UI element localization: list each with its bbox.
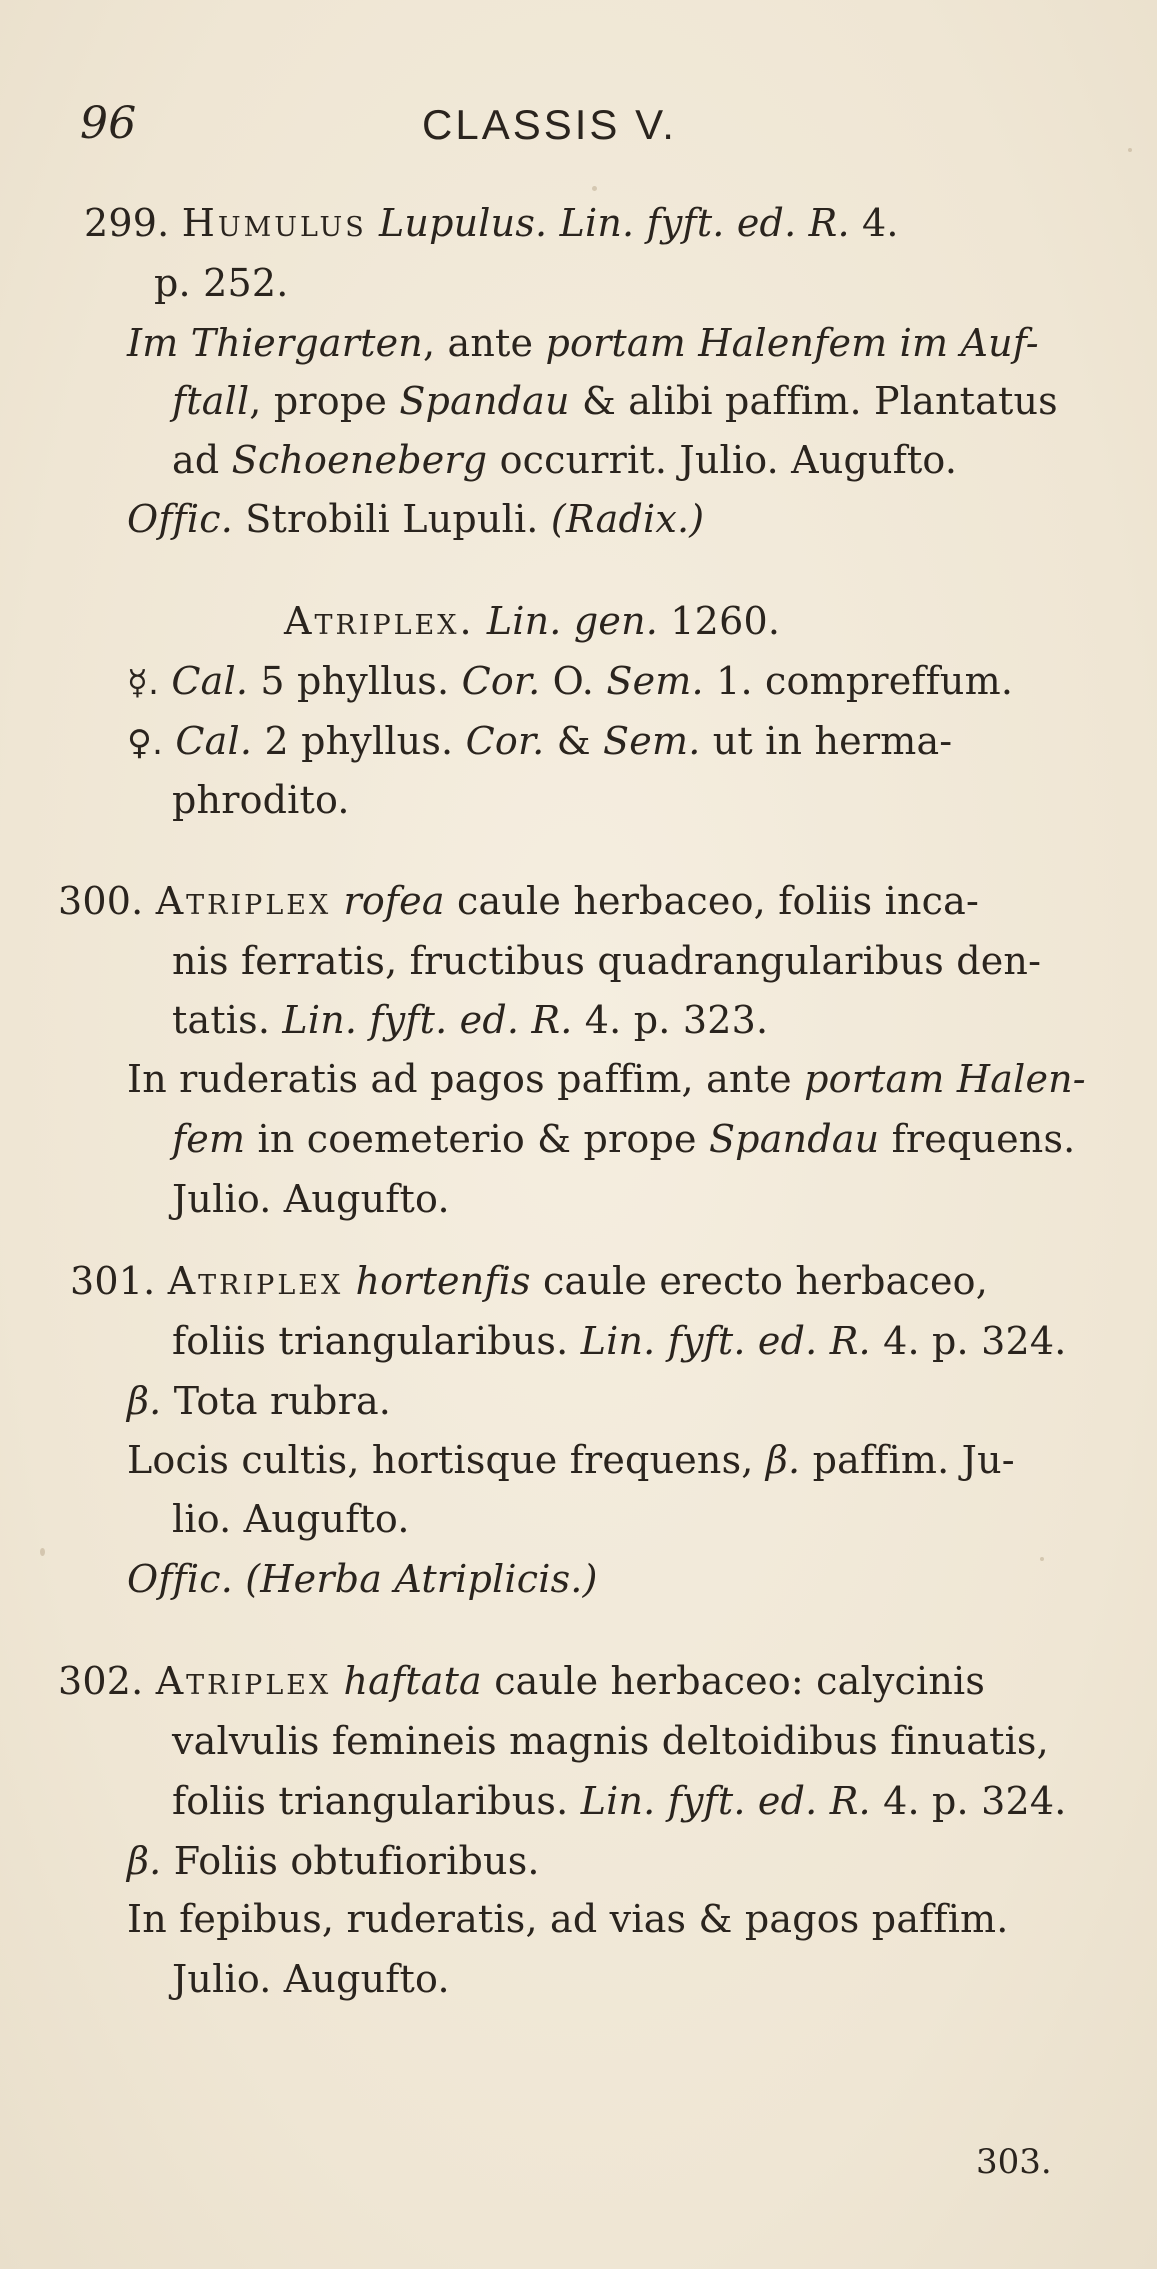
entry-301-line-5: lio. Augufto.	[172, 1497, 410, 1541]
genus-character-hermaphrodite: ☿. Cal. 5 phyllus. Cor. O. Sem. 1. compreffum.	[127, 659, 1014, 703]
catchword: 303.	[976, 2142, 1052, 2182]
genus-character-line-4: phrodito.	[172, 778, 350, 822]
entry-300-line-3: tatis. Lin. fyft. ed. R. 4. p. 323.	[172, 998, 769, 1042]
genus-name: Atriplex	[155, 879, 332, 923]
entry-number: 299.	[84, 201, 170, 245]
entry-300-line-6: Julio. Augufto.	[172, 1177, 450, 1221]
paper-speck	[40, 1548, 45, 1556]
entry-299-line-5: ad Schoeneberg occurrit. Julio. Augufto.	[172, 438, 958, 482]
entry-301-line-2: foliis triangularibus. Lin. fyft. ed. R. 4. p. 324.	[172, 1319, 1067, 1363]
page-number: 96	[80, 98, 137, 149]
entry-301-line-4: Locis cultis, hortisque frequens, β. paffim. Ju-	[127, 1438, 1015, 1482]
species-name: rofea	[331, 879, 445, 923]
entry-302-line-5: In fepibus, ruderatis, ad vias & pagos paffim.	[127, 1897, 1009, 1941]
running-head: CLASSIS V.	[422, 101, 677, 148]
entry-number: 302.	[58, 1659, 144, 1703]
genus-character-female: ♀. Cal. 2 phyllus. Cor. & Sem. ut in herma-	[127, 719, 953, 763]
entry-300-line-1: 300. Atriplex rofea caule herbaceo, foliis inca-	[58, 879, 980, 923]
entry-301-line-6: Offic. (Herba Atriplicis.)	[127, 1557, 598, 1601]
genus-name: Atriplex	[155, 1659, 332, 1703]
hermaphrodite-symbol-icon: ☿.	[127, 663, 160, 703]
genus-heading: Atriplex. Lin. gen. 1260.	[284, 599, 781, 643]
entry-number: 301.	[70, 1259, 156, 1303]
entry-300-line-4: In ruderatis ad pagos paffim, ante portam Halen-	[127, 1057, 1086, 1101]
entry-299-line-6: Offic. Strobili Lupuli. (Radix.)	[127, 497, 705, 541]
entry-302-line-4: β. Foliis obtufioribus.	[127, 1839, 540, 1883]
entry-299-line-1: 299. Humulus Lupulus. Lin. fyft. ed. R. 4.	[84, 201, 899, 245]
entry-302-line-3: foliis triangularibus. Lin. fyft. ed. R. 4. p. 324.	[172, 1779, 1067, 1823]
species-name: haftata	[331, 1659, 482, 1703]
entry-299-line-2: p. 252.	[154, 261, 289, 305]
paper-speck	[592, 186, 597, 191]
entry-302-line-2: valvulis femineis magnis deltoidibus finuatis,	[172, 1719, 1049, 1763]
entry-number: 300.	[58, 879, 144, 923]
entry-301-line-1: 301. Atriplex hortenfis caule erecto herbaceo,	[70, 1259, 989, 1303]
female-symbol-icon: ♀.	[127, 723, 164, 763]
paper-speck	[1128, 148, 1132, 152]
entry-301-line-3: β. Tota rubra.	[127, 1379, 392, 1423]
entry-302-line-6: Julio. Augufto.	[172, 1957, 450, 2001]
genus-name: Atriplex	[167, 1259, 344, 1303]
entry-299-line-4: ftall, prope Spandau & alibi paffim. Plantatus	[172, 379, 1058, 423]
entry-300-line-5: fem in coemeterio & prope Spandau frequens.	[172, 1117, 1076, 1161]
paper-speck	[1040, 1557, 1044, 1561]
genus-name: Humulus	[181, 201, 367, 245]
species-name: hortenfis	[343, 1259, 531, 1303]
species-name: Lupulus.	[378, 201, 548, 245]
entry-299-line-3: Im Thiergarten, ante portam Halenfem im Auf-	[127, 321, 1039, 365]
entry-302-line-1: 302. Atriplex haftata caule herbaceo: calycinis	[58, 1659, 986, 1703]
entry-300-line-2: nis ferratis, fructibus quadrangularibus den-	[172, 939, 1042, 983]
